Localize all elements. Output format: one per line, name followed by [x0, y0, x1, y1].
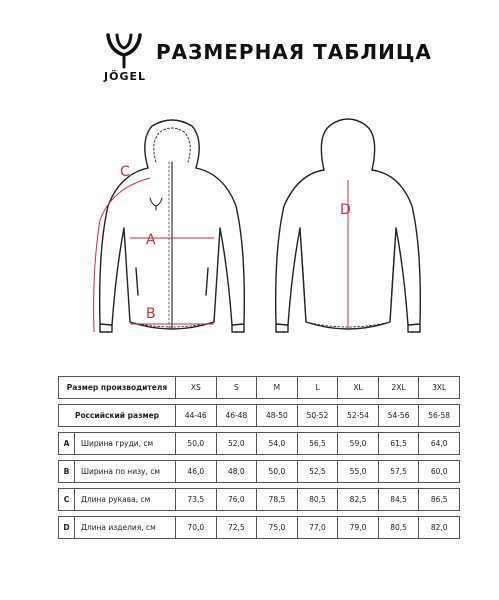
table-cell: 2XL: [378, 377, 419, 399]
measure-c-line: [94, 178, 150, 332]
table-cell: 80,5: [297, 489, 338, 511]
table-cell: 55,0: [338, 461, 379, 483]
jacket-diagram: [0, 110, 499, 360]
table-row: [59, 517, 460, 539]
page-title: РАЗМЕРНАЯ ТАБЛИЦА: [156, 40, 432, 64]
table-cell: 84,5: [378, 489, 419, 511]
table-cell: 52,5: [297, 461, 338, 483]
table-cell: L: [297, 377, 338, 399]
table-cell: 70,0: [176, 517, 217, 539]
table-cell: 56,5: [297, 433, 338, 455]
header: [0, 0, 499, 95]
table-cell: 50-52: [297, 405, 338, 427]
table-cell: 44-46: [176, 405, 217, 427]
table-cell: 76,0: [216, 489, 257, 511]
table-cell: 46-48: [216, 405, 257, 427]
table-cell: 80,5: [378, 517, 419, 539]
table-cell: XS: [176, 377, 217, 399]
table-cell: 50,0: [176, 433, 217, 455]
table-row: [59, 461, 460, 483]
measure-c-label: C: [120, 164, 130, 180]
table-cell: 82,5: [338, 489, 379, 511]
table-cell: 3XL: [419, 377, 460, 399]
row-code: C: [59, 489, 75, 511]
table-cell: 73,5: [176, 489, 217, 511]
table-cell: 78,5: [257, 489, 298, 511]
table-cell: 72,5: [216, 517, 257, 539]
table-cell: 82,0: [419, 517, 460, 539]
size-table: [58, 376, 460, 539]
row-label: Ширина груди, см: [75, 433, 176, 455]
table-cell: 61,5: [378, 433, 419, 455]
table-cell: 48,0: [216, 461, 257, 483]
table-cell: 46,0: [176, 461, 217, 483]
row-code: A: [59, 433, 75, 455]
table-cell: 54-56: [378, 405, 419, 427]
measure-b-label: B: [146, 306, 156, 322]
measure-a-label: A: [146, 232, 156, 248]
table-cell: XL: [338, 377, 379, 399]
table-cell: 79,0: [338, 517, 379, 539]
brand-logo-text: JÖGEL: [104, 70, 146, 83]
measure-d-label: D: [340, 202, 351, 218]
table-row: [59, 433, 460, 455]
row-code: B: [59, 461, 75, 483]
table-cell: 48-50: [257, 405, 298, 427]
table-cell: 75,0: [257, 517, 298, 539]
table-cell: 54,0: [257, 433, 298, 455]
table-cell: 60,0: [419, 461, 460, 483]
table-cell: 50,0: [257, 461, 298, 483]
row-label: Длина изделия, см: [75, 517, 176, 539]
manufacturer-size-label: Размер производителя: [59, 377, 176, 399]
table-row: [59, 489, 460, 511]
russian-size-row: [59, 405, 460, 427]
measure-guides: [94, 178, 348, 332]
table-cell: 77,0: [297, 517, 338, 539]
table-cell: 52-54: [338, 405, 379, 427]
table-cell: 59,0: [338, 433, 379, 455]
table-cell: 64,0: [419, 433, 460, 455]
row-code: D: [59, 517, 75, 539]
table-cell: 86,5: [419, 489, 460, 511]
table-cell: M: [257, 377, 298, 399]
row-label: Длина рукава, см: [75, 489, 176, 511]
table-cell: 57,5: [378, 461, 419, 483]
manufacturer-size-row: [59, 377, 460, 399]
jacket-front-drawing: [100, 120, 245, 332]
brand-logo-icon: [104, 33, 144, 69]
table-cell: 52,0: [216, 433, 257, 455]
row-label: Ширина по низу, см: [75, 461, 176, 483]
russian-size-label: Российский размер: [59, 405, 176, 427]
table-cell: S: [216, 377, 257, 399]
table-cell: 56-58: [419, 405, 460, 427]
